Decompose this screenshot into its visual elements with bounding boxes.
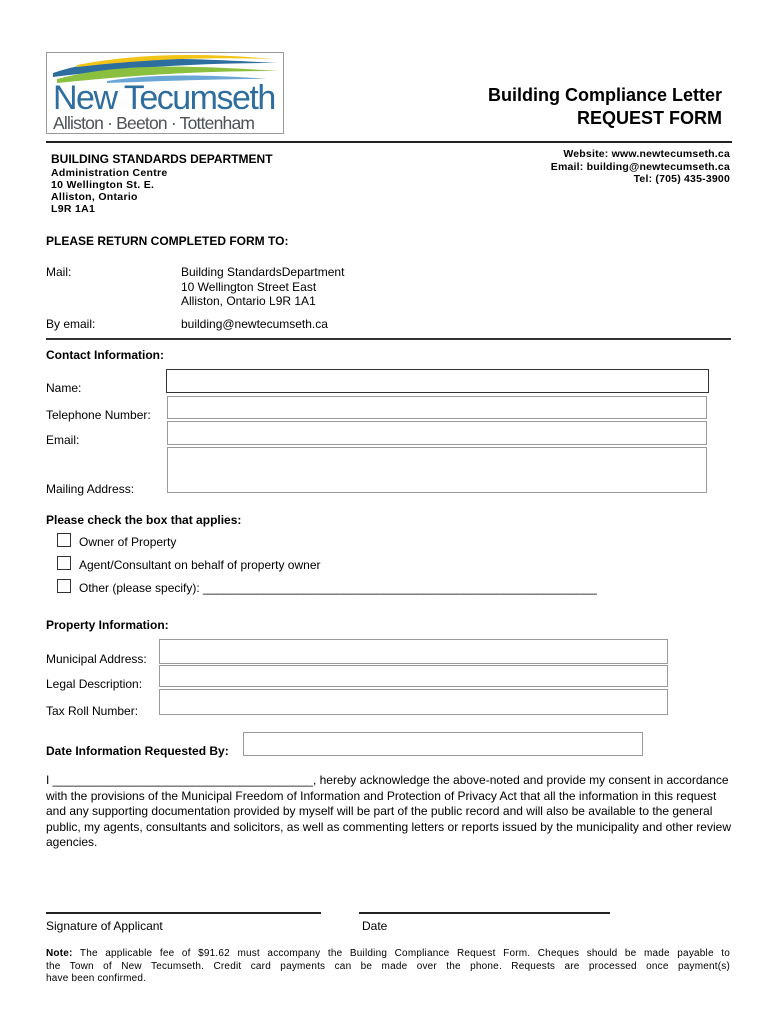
email-return-value: building@newtecumseth.ca xyxy=(181,317,328,331)
owner-option-label: Owner of Property xyxy=(79,535,177,549)
agent-option-label: Agent/Consultant on behalf of property owner xyxy=(79,558,321,572)
consent-statement: I _______________________________________, hereby acknowledge the above-noted and provide my consent in accordance with the provisions of the Municipal Freedom of Information and Protection of Privacy Act that all the information in this request and any supporting documentation provided by myself will be part of the public record and will also be available to the general public, my agents, consultants and solicitors, as well as commenting letters or reports issued by the municipality and other review agencies. xyxy=(46,773,731,849)
department-line: Administration Centre xyxy=(51,167,168,179)
department-line: 10 Wellington St. E. xyxy=(51,179,155,191)
logo-tagline: Alliston · Beeton · Tottenham xyxy=(53,113,255,133)
property-info-heading: Property Information: xyxy=(46,618,169,632)
department-address xyxy=(51,152,273,215)
email-field[interactable] xyxy=(167,421,707,445)
date-line[interactable] xyxy=(359,912,610,914)
date-requested-label: Date Information Requested By: xyxy=(46,744,229,758)
return-heading: PLEASE RETURN COMPLETED FORM TO: xyxy=(46,234,289,248)
department-name: BUILDING STANDARDS DEPARTMENT xyxy=(51,152,273,166)
mailing-address-field[interactable] xyxy=(167,447,707,493)
mail-address-line: Building StandardsDepartment xyxy=(181,265,345,279)
name-label: Name: xyxy=(46,381,82,395)
signature-label: Signature of Applicant xyxy=(46,919,163,933)
tax-roll-label: Tax Roll Number: xyxy=(46,704,139,718)
municipality-logo xyxy=(46,52,284,134)
mail-address-line: 10 Wellington Street East xyxy=(181,279,317,294)
website-text: Website: www.newtecumseth.ca xyxy=(563,148,730,160)
municipal-address-label: Municipal Address: xyxy=(46,652,147,666)
legal-description-field[interactable] xyxy=(159,665,668,687)
date-requested-field[interactable] xyxy=(243,732,643,756)
other-option-label: Other (please specify): ___________________________________________________________ xyxy=(79,581,597,595)
fee-note xyxy=(46,948,730,986)
email-text: Email: building@newtecumseth.ca xyxy=(550,160,730,173)
telephone-label: Telephone Number: xyxy=(46,408,151,422)
fee-note-line: the Town of New Tecumseth. Credit card payments can be made over the phone. Requests are processed once payment(s) xyxy=(46,960,730,972)
department-line: Alliston, Ontario xyxy=(51,191,138,203)
mailing-address-label: Mailing Address: xyxy=(46,482,135,496)
email-label: Email: xyxy=(46,433,80,447)
header-divider xyxy=(46,141,732,143)
department-contact xyxy=(551,148,730,186)
form-title-line2: REQUEST FORM xyxy=(576,108,722,128)
form-title-line1: Building Compliance Letter xyxy=(487,85,722,105)
telephone-field[interactable] xyxy=(167,396,707,419)
section-divider xyxy=(46,338,731,340)
signature-line[interactable] xyxy=(46,912,321,914)
fee-note-line: Note: The applicable fee of $91.62 must accompany the Building Compliance Request Form. Cheques should be made payable to xyxy=(46,948,730,959)
applies-heading: Please check the box that applies: xyxy=(46,513,242,527)
legal-description-label: Legal Description: xyxy=(46,677,143,691)
agent-checkbox[interactable] xyxy=(57,556,71,570)
email-return-label: By email: xyxy=(46,317,96,331)
other-checkbox[interactable] xyxy=(57,579,71,593)
fee-note-line: have been confirmed. xyxy=(46,973,147,985)
name-field[interactable] xyxy=(166,369,709,393)
owner-checkbox[interactable] xyxy=(57,533,71,547)
logo-wordmark: New Tecumseth xyxy=(53,79,275,117)
phone-text: Tel: (705) 435-3900 xyxy=(633,173,730,185)
department-line: L9R 1A1 xyxy=(51,203,96,215)
contact-info-heading: Contact Information: xyxy=(46,348,164,362)
note-label: Note: xyxy=(46,948,73,959)
municipal-address-field[interactable] xyxy=(159,639,668,664)
date-label: Date xyxy=(362,919,388,933)
form-title xyxy=(488,84,722,130)
mail-address-line: Alliston, Ontario L9R 1A1 xyxy=(181,294,316,308)
mail-address xyxy=(181,265,344,309)
mail-label: Mail: xyxy=(46,265,72,279)
tax-roll-field[interactable] xyxy=(159,689,668,715)
